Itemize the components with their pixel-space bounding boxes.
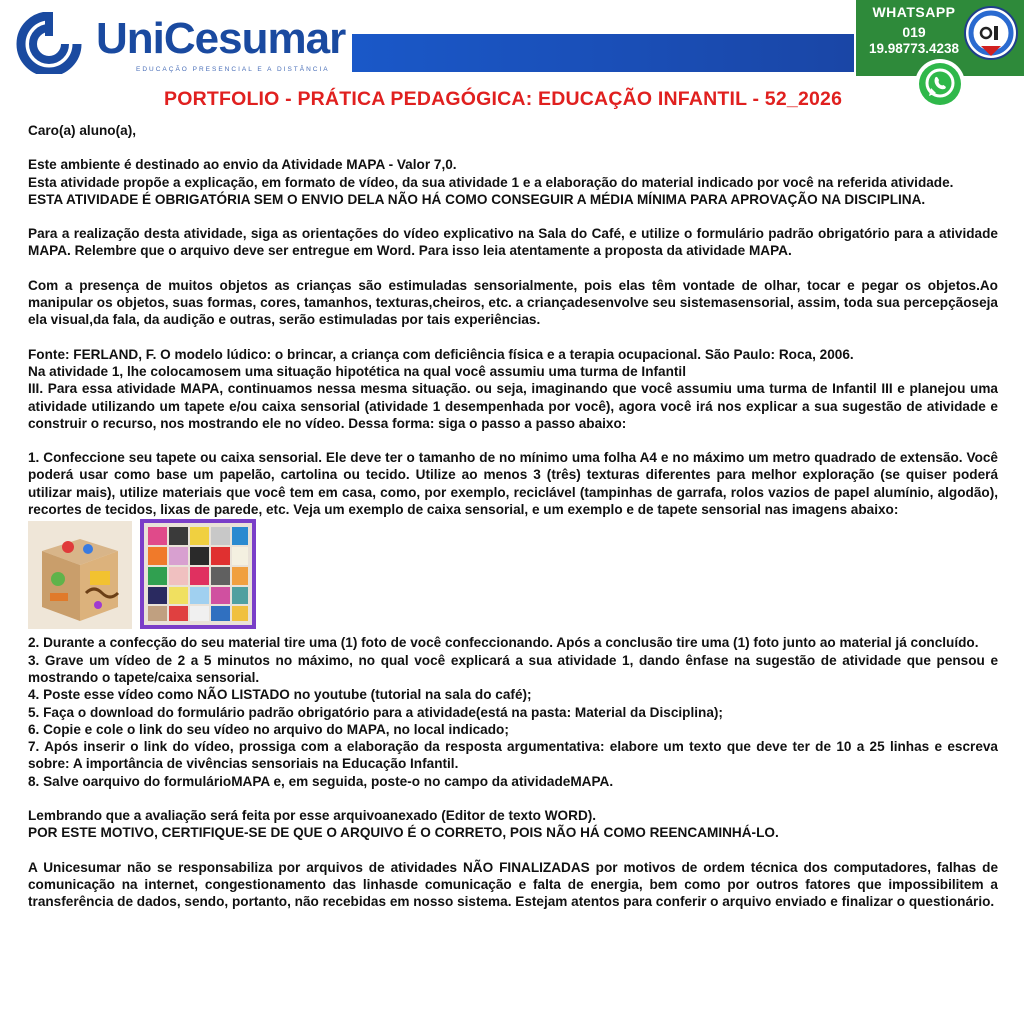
logo-subtitle: EDUCAÇÃO PRESENCIAL E A DISTÂNCIA (136, 66, 330, 73)
main-content (28, 122, 998, 911)
seal-icon (964, 6, 1018, 60)
step-6: 6. Copie e cole o link do seu vídeo no arquivo do MAPA, no local indicado; (28, 721, 509, 737)
paragraph-disclaimer: A Unicesumar não se responsabiliza por arquivos de atividades NÃO FINALIZADAS por motivos de ordem técnica dos computadores, falhas de comunicação na internet, congestionamento das linhasde comunicação e falta de energia, bem como por outros fatores que impossibilitem a transferência de dados, sendo, portanto, não recebidas em nosso sistema. Estejam atentos para conferir o arquivo enviado e finalizar o questionário. (28, 859, 998, 910)
whatsapp-number: 19.98773.4238 (868, 41, 960, 56)
step-2: 2. Durante a confecção do seu material tire uma (1) foto de você confeccionando. Após a conclusão tire uma (1) foto junto ao material já concluído. (28, 635, 979, 651)
paragraph-source: Fonte: FERLAND, F. O modelo lúdico: o brincar, a criança com deficiência física e a terapia ocupacional. São Paulo: Roca, 2006. (28, 346, 854, 362)
whatsapp-icon (914, 58, 966, 110)
paragraph-context: Com a presença de muitos objetos as crianças são estimuladas sensorialmente, pois elas têm vontade de olhar, tocar e pegar os objetos.Ao manipular os objetos, suas formas, cores, tamanhos, texturas,cheiros, etc. a criançadesenvolve seu sistemasensorial, assim, toda sua percepçãoseja ela visual,da fala, da audição e outras, serão estimuladas por tais experiências. (28, 277, 998, 328)
paragraph-instructions: Para a realização desta atividade, siga as orientações do vídeo explicativo na Sala do Café, e utilize o formulário padrão obrigatório para a atividade MAPA. Relembre que o arquivo deve ser entregue em Word. Para isso leia atentamente a proposta da atividade MAPA. (28, 226, 998, 259)
step-7: 7. Após inserir o link do vídeo, prossiga com a elaboração da resposta argumentativa: elabore um texto que deve ter de 10 a 25 linhas e escreva sobre: A importância de vivências sensoriais na Educação Infantil. (28, 739, 998, 772)
paragraph-intro: Este ambiente é destinado ao envio da Atividade MAPA - Valor 7,0. (28, 157, 457, 173)
step-4: 4. Poste esse vídeo como NÃO LISTADO no youtube (tutorial na sala do café); (28, 687, 532, 703)
step-8: 8. Salve oarquivo do formulárioMAPA e, em seguida, poste-o no campo da atividadeMAPA. (28, 773, 614, 789)
logo-text: UniCesumar (96, 14, 346, 63)
paragraph-activity1: Na atividade 1, lhe colocamosem uma situação hipotética na qual você assumiu uma turma de Infantil (28, 363, 686, 379)
step-3: 3. Grave um vídeo de 2 a 5 minutos no máximo, no qual você explicará a sua atividade 1, dando ênfase na sugestão de atividade que pensou e mostrando o tapete/caixa sensorial. (28, 652, 998, 685)
whatsapp-ddd: 019 (902, 24, 926, 40)
unicesumar-logo-icon (16, 12, 82, 74)
step-5: 5. Faça o download do formulário padrão obrigatório para a atividade(está na pasta: Material da Disciplina); (28, 704, 723, 720)
paragraph-activity-mapa: III. Para essa atividade MAPA, continuamos nessa mesma situação. ou seja, imaginando que você assumiu uma turma de Infantil III e planejou uma atividade utilizando um tapete e/ou caixa sensorial (atividade 1 desempenhada por você), agora você irá nos explicar a sua sugestão de atividade e construir o recurso, nos mostrando ele no vídeo. Dessa forma: siga o passo a passo abaixo: (28, 381, 998, 431)
header-blue-bar (352, 34, 854, 72)
sensory-mat-image (140, 519, 256, 629)
sensory-box-image (28, 521, 132, 629)
paragraph-mandatory: ESTA ATIVIDADE É OBRIGATÓRIA SEM O ENVIO DELA NÃO HÁ COMO CONSEGUIR A MÉDIA MÍNIMA PARA APROVAÇÃO NA DISCIPLINA. (28, 191, 926, 207)
unicesumar-logo (16, 10, 346, 78)
greeting-text: Caro(a) aluno(a), (28, 123, 136, 138)
page-title: PORTFOLIO - PRÁTICA PEDAGÓGICA: EDUCAÇÃO INFANTIL - 52_2026 (164, 88, 843, 110)
paragraph-purpose: Esta atividade propõe a explicação, em formato de vídeo, da sua atividade 1 e a elaboração do material indicado por você na referida atividade. (28, 174, 954, 190)
paragraph-evaluation: Lembrando que a avaliação será feita por esse arquivoanexado (Editor de texto WORD). (28, 808, 597, 824)
page-header (0, 0, 1024, 110)
whatsapp-title: WHATSAPP (872, 4, 956, 20)
paragraph-warning: POR ESTE MOTIVO, CERTIFIQUE-SE DE QUE O ARQUIVO É O CORRETO, POIS NÃO HÁ COMO REENCAMINHÁ-LO. (28, 825, 779, 841)
step-1: 1. Confeccione seu tapete ou caixa sensorial. Ele deve ter o tamanho de no mínimo uma folha A4 e no máximo um metro quadrado de extensão. Você poderá usar como base um papelão, cartolina ou tecido. Utilize ao menos 3 (três) texturas diferentes para melhor exploração (se quiser poderá utilizar mais), utilize materiais que você tem em casa, como, por exemplo, reciclável (tampinhas de garrafa, rolos vazios de papel alumínio, algodão), recortes de tecidos, lixas de parede, etc. Veja um exemplo de caixa sensorial, e um exemplo e de tapete sensorial nas imagens abaixo: (28, 450, 998, 518)
example-images (28, 519, 998, 631)
